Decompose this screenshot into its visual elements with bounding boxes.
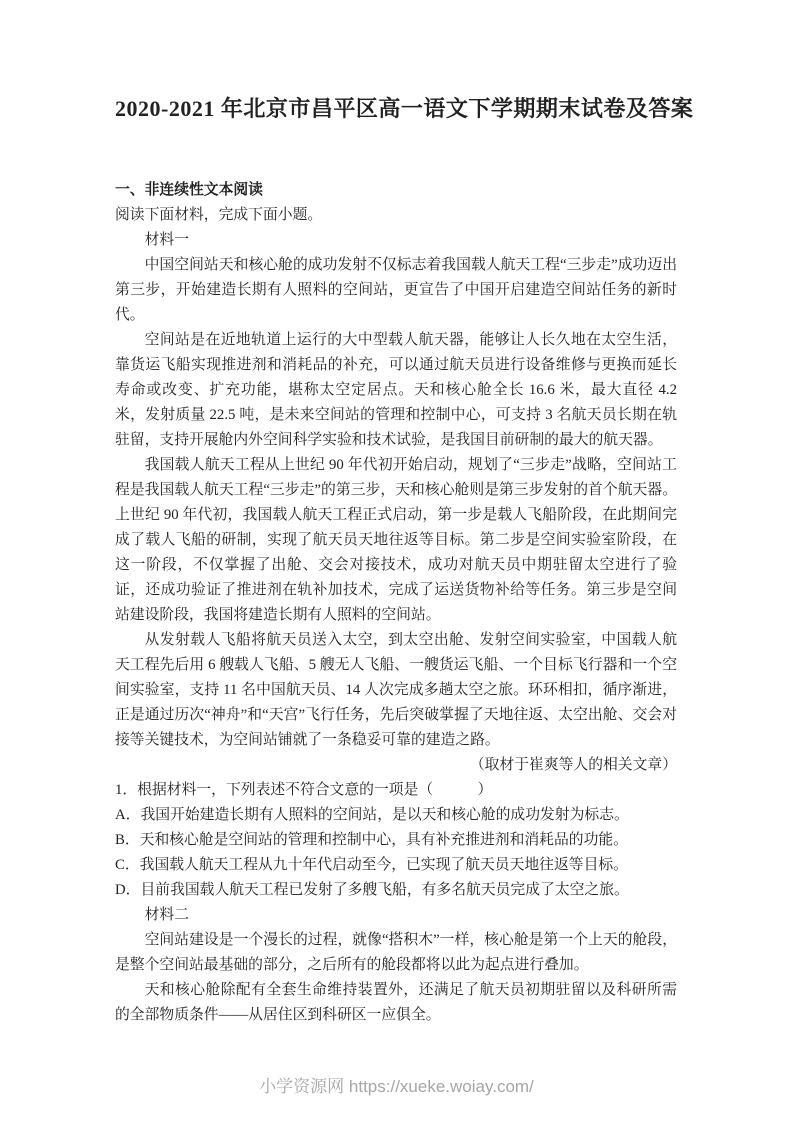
section-heading: 一、非连续性文本阅读 bbox=[115, 182, 263, 198]
question-1-stem: 1．根据材料一，下列表述不符合文意的一项是（ ） bbox=[115, 782, 493, 798]
intro-line: 阅读下面材料，完成下面小题。 bbox=[115, 207, 323, 223]
question-1-option-c: C．我国载人航天工程从九十年代启动至今，已实现了航天员天地往返等目标。 bbox=[115, 857, 628, 873]
document-content bbox=[115, 92, 694, 1028]
material-1-label: 材料一 bbox=[144, 232, 189, 248]
document-title: 2020-2021 年北京市昌平区高一语文下学期期末试卷及答案 bbox=[115, 96, 694, 121]
question-1-option-d: D．目前我国载人航天工程已发射了多艘飞船，有多名航天员完成了太空之旅。 bbox=[115, 882, 629, 898]
question-1-option-b: B．天和核心舱是空间站的管理和控制中心，具有补充推进剂和消耗品的功能。 bbox=[115, 832, 628, 848]
material-2-paragraph: 天和核心舱除配有全套生命维持装置外，还满足了航天员初期驻留以及科研所需的全部物质条件——从居住区到科研区一应俱全。 bbox=[115, 982, 677, 1023]
footer-watermark: 小学资源网 https://xueke.woiay.com/ bbox=[259, 1077, 534, 1096]
material-1-paragraph: 中国空间站天和核心舱的成功发射不仅标志着我国载人航天工程“三步走”成功迈出第三步，开始建造长期有人照料的空间站，更宣告了中国开启建造空间站任务的新时代。 bbox=[115, 257, 677, 323]
material-2-label: 材料二 bbox=[144, 907, 189, 923]
material-2-paragraph: 空间站建设是一个漫长的过程，就像“搭积木”一样，核心舱是第一个上天的舱段，是整个空间站最基础的部分，之后所有的舱段都将以此为起点进行叠加。 bbox=[115, 932, 677, 973]
material-1-paragraph: 空间站是在近地轨道上运行的大中型载人航天器，能够让人长久地在太空生活，靠货运飞船实现推进剂和消耗品的补充，可以通过航天员进行设备维修与更换而延长寿命或改变、扩充功能，堪称太空定居点。天和核心舱全长 16.6 米，最大直径 4.2 米，发射质量 22.5 吨，是未来空间站的管理和控制中心，可支持 3 名航天员长期在轨驻留，支持开展舱内外空间科学实验和技术试验，是我国目前研制的最大的航天器。 bbox=[115, 332, 677, 448]
material-1-paragraph: 从发射载人飞船将航天员送入太空，到太空出舱、发射空间实验室，中国载人航天工程先后用 6 艘载人飞船、5 艘无人飞船、一艘货运飞船、一个目标飞行器和一个空间实验室，支持 11 名中国航天员、14 人次完成多趟太空之旅。环环相扣，循序渐进，正是通过历次“神舟”和“天宫”飞行任务，先后突破掌握了天地往返、太空出舱、交会对接等关键技术，为空间站铺就了一条稳妥可靠的建造之路。 bbox=[115, 632, 677, 748]
document-body bbox=[115, 178, 677, 1028]
question-1-option-a: A．我国开始建造长期有人照料的空间站，是以天和核心舱的成功发射为标志。 bbox=[115, 807, 629, 823]
source-attribution: （取材于崔爽等人的相关文章） bbox=[469, 757, 677, 773]
material-1-paragraph: 我国载人航天工程从上世纪 90 年代初开始启动，规划了“三步走”战略，空间站工程是我国载人航天工程“三步走”的第三步，天和核心舱则是第三步发射的首个航天器。上世纪 90 年代初，我国载人航天工程正式启动，第一步是载人飞船阶段，在此期间完成了载人飞船的研制，实现了航天员天地往返等目标。第二步是空间实验室阶段，在这一阶段，不仅掌握了出舱、交会对接技术，成功对航天员中期驻留太空进行了验证，还成功验证了推进剂在轨补加技术，完成了运送货物补给等任务。第三步是空间站建设阶段，我国将建造长期有人照料的空间站。 bbox=[115, 457, 677, 623]
